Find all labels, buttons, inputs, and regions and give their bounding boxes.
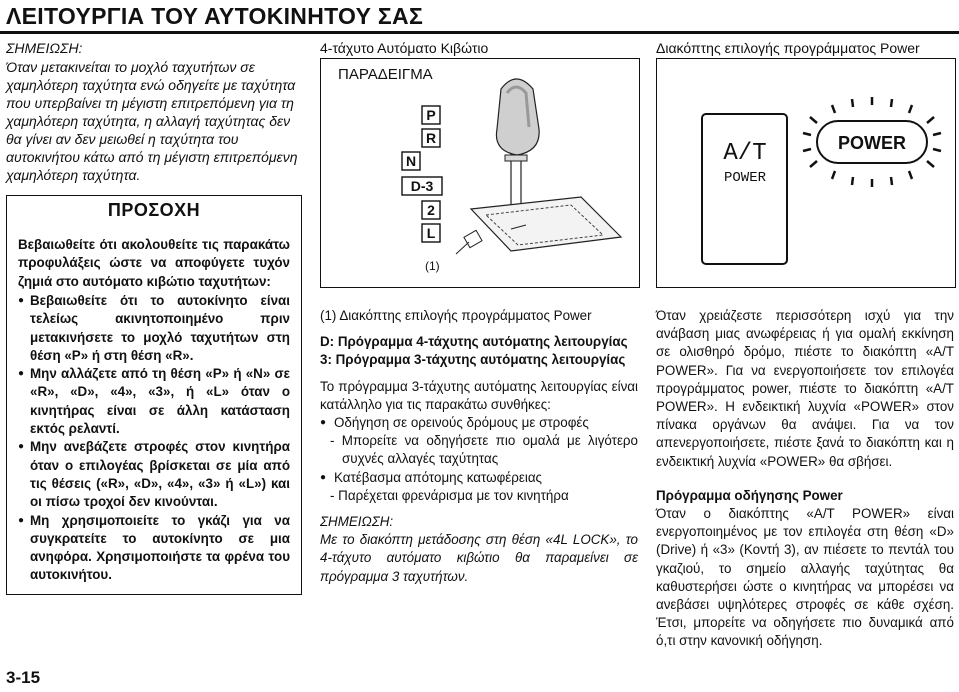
gear-label-2: 2 <box>427 202 435 218</box>
gearbox-section-title: 4-τάχυτο Αυτόματο Κιβώτιο <box>320 40 489 56</box>
condition-sub: - Παρέχεται φρενάρισμα με τον κινητήρα <box>330 487 569 503</box>
note-mid-label: ΣΗΜΕΙΩΣΗ: <box>320 514 394 530</box>
page-header <box>0 0 959 38</box>
switch-label-bottom: POWER <box>723 170 767 186</box>
gear-shift-figure <box>320 58 640 288</box>
power-description <box>656 307 954 651</box>
switch-label-top: A/T <box>723 140 767 167</box>
condition-bullet: ● Οδήγηση σε ορεινούς δρόμους με στροφές <box>320 414 638 432</box>
gear-label-n: N <box>405 153 417 169</box>
program-paragraph: Το πρόγραμμα 3-τάχυτης αυτόματης λειτουργίας είναι κατάλληλο για τις παρακάτω συνθήκες: <box>320 378 638 412</box>
page-number: 3-15 <box>6 668 41 687</box>
figure-callout: (1) <box>425 259 440 273</box>
legend-item-1: (1) Διακόπτης επιλογής προγράμματος Power <box>320 308 592 323</box>
figure-label: ΠΑΡΑΔΕΙΓΜΑ <box>338 66 433 83</box>
power-switch-illustration <box>657 59 957 289</box>
power-paragraph-2: Όταν ο διακόπτης «A/T POWER» είναι ενεργοποιημένος με τον επιλογέα στη θέση «D» (Drive) ή «3» (Κοντή 3), αν πιέσετε το πεντάλ του γκαζιού, το σημείο αλλαγής ταχύτητας θα καθυστερήσει ώστε ο κινητήρας να μπορέσει να ανεβάσει υψηλότερες στροφές σε κάθε σχέση. Έτσι, μπορείτε να οδηγήσετε πιο δυναμικά από ό,τι στην κανονική οδήγηση. <box>656 506 954 649</box>
power-indicator-label: POWER <box>837 133 907 153</box>
gear-label-l: L <box>426 225 436 241</box>
caution-list <box>18 292 290 585</box>
caution-bullet: ● Μη χρησιμοποιείτε το γκάζι για να συγκρατείτε το αυτοκίνητο σε μια ανηφόρα. Χρησιμοποιήστε τα φρένα του αυτοκινήτου. <box>18 512 290 585</box>
note-top-body: Όταν μετακινείται το μοχλό ταχυτήτων σε χαμηλότερη ταχύτητα ενώ οδηγείτε με ταχύτητα που υπερβαίνει τη μέγιστη επιτρεπόμενη για τη χαμηλότερη ταχύτητα, η αλλαγή ταχύτητας δεν θα γίνει αν δεν μειωθεί η ταχύτητα του αυτοκινήτου κάτω από τη μέγιστη επιτρεπόμενη χαμηλότερη ταχύτητα. <box>6 59 298 183</box>
power-heading-2: Πρόγραμμα οδήγησης Power <box>656 487 843 503</box>
condition-sub: - Μπορείτε να οδηγήσετε πιο ομαλά με λιγότερο συχνές αλλαγές ταχύτητας <box>330 433 638 467</box>
condition-bullet: ● Κατέβασμα απότομης κατωφέρειας <box>320 469 638 487</box>
caution-title: ΠΡΟΣΟΧΗ <box>107 200 201 220</box>
gear-label-p: P <box>426 107 436 123</box>
gearbox-description <box>320 307 638 586</box>
caution-bullet: ● Μην ανεβάζετε στροφές στον κινητήρα όταν ο επιλογέας βρίσκεται σε μία από τις θέσεις («R», «D», «4», «3» ή «L») και οι πίσω τροχοί δεν κινούνται. <box>18 438 290 511</box>
legend-item-3: 3: Πρόγραμμα 3-τάχυτης αυτόματης λειτουργίας <box>320 352 626 368</box>
note-mid-body: Με το διακόπτη μετάδοσης στη θέση «4L LOCK», το 4-τάχυτο αυτόματο κιβώτιο θα παραμείνει σε πρόγραμμα 3 ταχυτήτων. <box>320 532 638 584</box>
legend-item-d: D: Πρόγραμμα 4-τάχυτης αυτόματης λειτουργίας <box>320 334 628 350</box>
power-switch-figure <box>656 58 956 288</box>
gear-label-d3: D-3 <box>410 178 434 194</box>
caution-bullet: ● Βεβαιωθείτε ότι το αυτοκίνητο είναι τελείως ακινητοποιημένο πριν μετακινήσετε το μοχλό ταχυτήτων στη θέση «P» ή στη θέση «R». <box>18 292 290 365</box>
gear-shift-illustration <box>321 59 641 289</box>
header-rule <box>0 31 959 34</box>
power-section-title: Διακόπτης επιλογής προγράμματος Power <box>656 40 920 56</box>
gear-label-r: R <box>425 130 437 146</box>
note-top-label: ΣΗΜΕΙΩΣΗ: <box>6 40 83 56</box>
caution-intro: Βεβαιωθείτε ότι ακολουθείτε τις παρακάτω προφυλάξεις ώστε να αποφύγετε τυχόν ζημιά στο αυτόματο κιβώτιο ταχυτήτων: <box>18 237 290 289</box>
power-paragraph-1: Όταν χρειάζεστε περισσότερη ισχύ για την ανάβαση μιας ανωφέρειας ή για ομαλή εκκίνηση σε ολισθηρό δρόμο, πιέστε το διακόπτη «A/T POWER». Για να ενεργοποιήσετε τον επιλογέα προγράμματος power, πιέστε το διακόπτη «A/T POWER». Η ενδεικτική λυχνία «POWER» στον πίνακα οργάνων θα ανάψει. Για να τον απενεργοποιήσετε, πιέστε ξανά το διακόπτη και η ενδεικτική λυχνία «POWER» θα σβήσει. <box>656 308 954 469</box>
caution-bullet: ● Μην αλλάζετε από τη θέση «P» ή «N» σε «R», «D», «4», «3», ή «L» όταν ο κινητήρας είναι σε άλλη κατάσταση εκτός ρελαντί. <box>18 365 290 438</box>
page-title: ΛΕΙΤΟΥΡΓΙΑ ΤΟΥ ΑΥΤΟΚΙΝΗΤΟΥ ΣΑΣ <box>6 3 424 29</box>
